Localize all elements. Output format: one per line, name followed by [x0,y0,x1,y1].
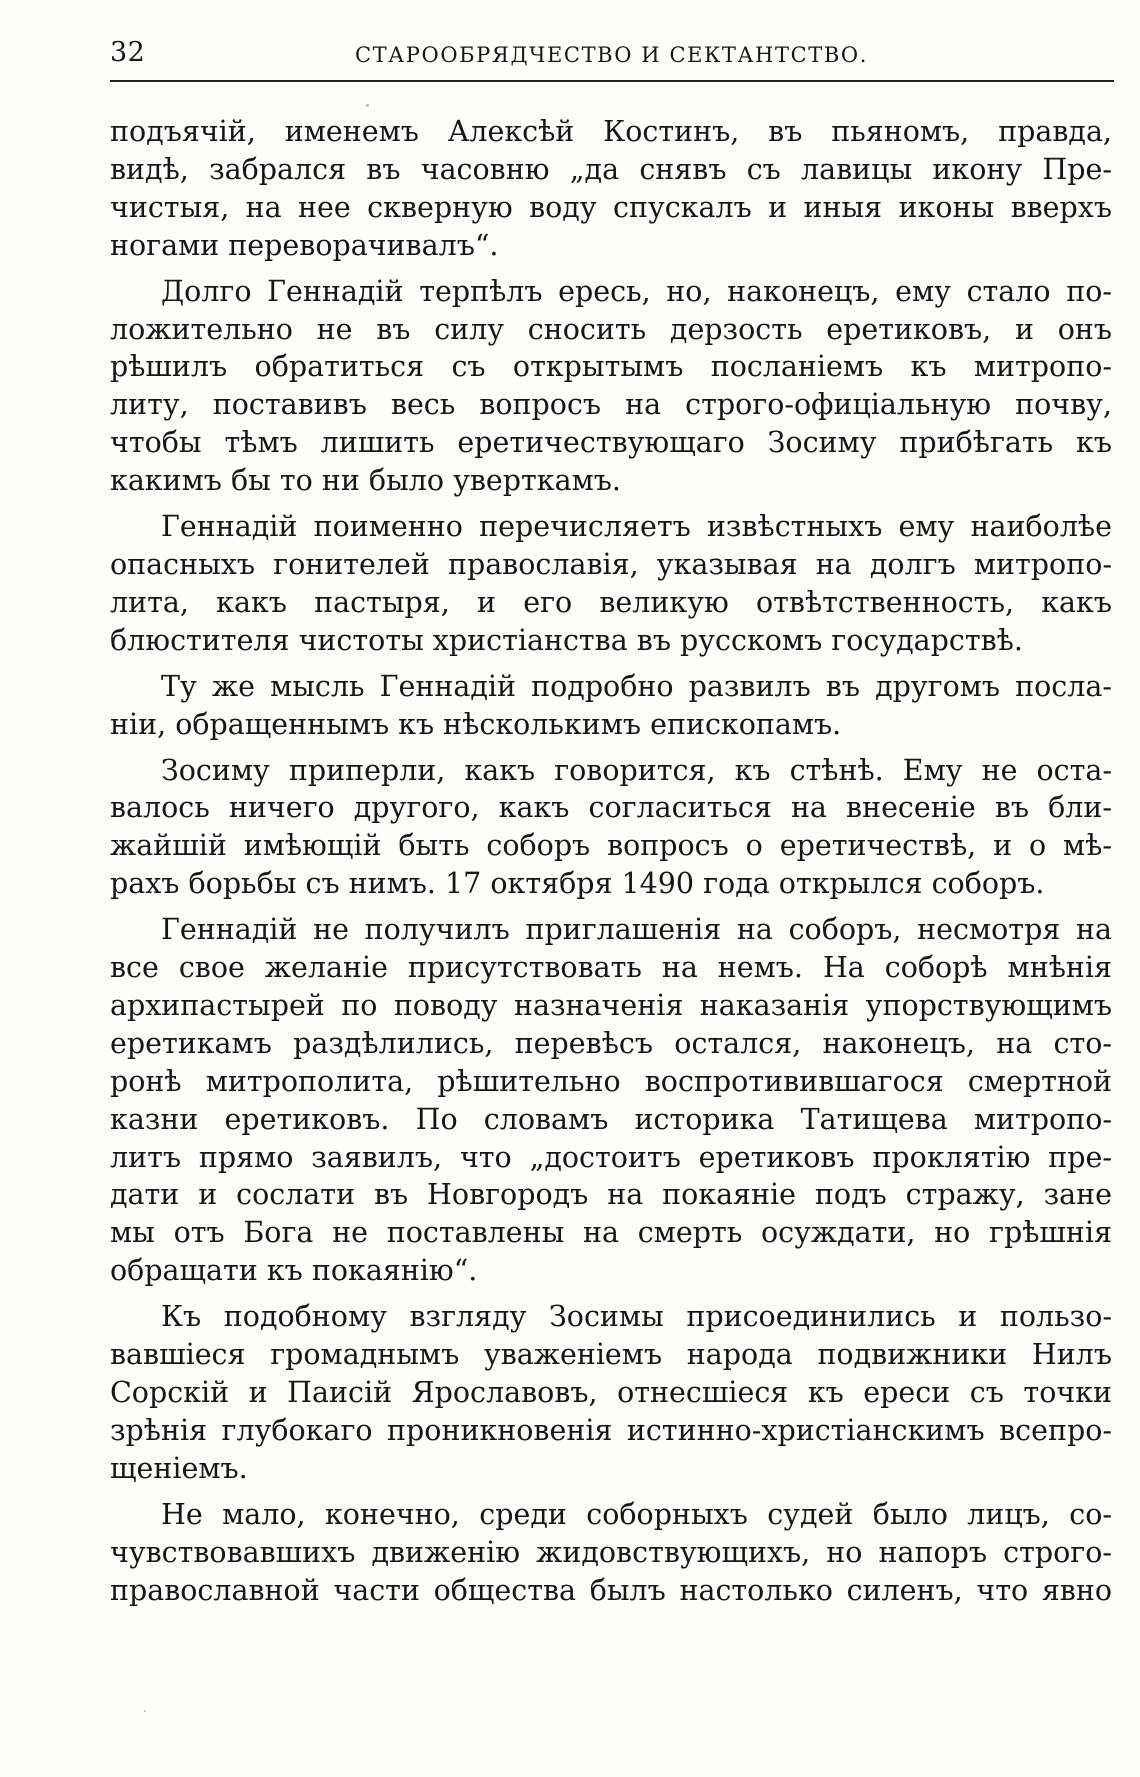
text-line: ложительно не въ силу сносить дерзость еретиковъ, и онъ [110,312,1112,346]
text-line: ніи, обращеннымъ къ нѣсколькимъ епископамъ. [110,707,842,741]
text-line: литъ прямо заявилъ, что „достоитъ еретиковъ проклятію пре- [110,1140,1112,1174]
print-speck [366,104,369,107]
text-line: чувствовавшихъ движенію жидовствующихъ, но напоръ строго- [110,1535,1112,1569]
text-line: литу, поставивъ весь вопросъ на строго-офиціальную почву, [110,388,1112,422]
page-number: 32 [110,37,146,68]
text-line: православной части общества былъ настолько силенъ, что явно [110,1573,1112,1607]
text-line: все свое желаніе присутствовать на немъ. На соборѣ мнѣнія [110,951,1112,985]
text-line: чтобы тѣмъ лишить еретичествующаго Зосиму прибѣгать къ [110,426,1112,460]
text-line: зрѣнія глубокаго проникновенія истинно-христіанскимъ всепро- [110,1413,1112,1447]
text-line: казни еретиковъ. По словамъ историка Татищева митропо- [110,1102,1112,1136]
paragraph [110,668,1112,744]
text-line: Долго Геннадій терпѣлъ ересь, но, наконецъ, ему стало по- [161,274,1112,308]
text-line: Ту же мысль Геннадій подробно развилъ въ другомъ посла- [161,669,1112,703]
text-line: Къ подобному взгляду Зосимы присоединились и пользо- [161,1300,1112,1334]
text-line: еретикамъ раздѣлились, перевѣсъ остался, наконецъ, на сто- [110,1026,1112,1060]
text-line: чистыя, на нее скверную воду спускалъ и иныя иконы вверхъ [110,190,1112,224]
text-line: мы отъ Бога не поставлены на смерть осуждати, но грѣшнія [110,1216,1112,1250]
text-line: рахъ борьбы съ нимъ. 17 октября 1490 года открылся соборъ. [110,867,1045,901]
text-line: Сорскій и Паисій Ярославовъ, отнесшіеся къ ереси съ точки [110,1376,1112,1409]
paragraph [110,508,1112,660]
text-line: валось ничего другого, какъ согласиться на внесеніе въ бли- [110,791,1112,825]
text-line: какимъ бы то ни было уверткамъ. [110,464,621,498]
paragraph [110,113,1112,265]
text-line: Геннадій не получилъ приглашенія на соборъ, несмотря на [161,913,1112,947]
text-line: Зосиму приперли, какъ говорится, къ стѣнѣ. Ему не оста- [161,753,1112,787]
print-speck [144,1710,146,1712]
paragraph [110,752,1112,904]
text-line: вавшіеся громаднымъ уваженіемъ народа подвижники Нилъ [110,1338,1112,1372]
text-line: подъячій, именемъ Алексѣй Костинъ, въ пьяномъ, правда, [110,115,1112,148]
body-text [110,113,1112,1617]
text-line: архипастырей по поводу назначенія наказанія упорствующимъ [110,988,1112,1022]
text-line: блюстителя чистоты христіанства въ русскомъ государствѣ. [110,623,1023,657]
paragraph [110,1298,1112,1488]
running-title: СТАРООБРЯДЧЕСТВО И СЕКТАНТСТВО. [355,43,868,67]
paragraph [110,911,1112,1290]
text-line: ногами переворачивалъ“. [110,228,499,262]
text-line: щеніемъ. [110,1451,248,1485]
paragraph [110,273,1112,500]
text-line: видѣ, забрался въ часовню „да снявъ съ лавицы икону Пре- [110,152,1112,186]
text-line: Геннадій поименно перечисляетъ извѣстныхъ ему наиболѣе [161,510,1112,544]
text-line: рѣшилъ обратиться съ открытымъ посланіемъ къ митропо- [110,350,1112,384]
text-line: дати и сослати въ Новгородъ на покаяніе подъ стражу, зане [110,1178,1112,1212]
running-header [110,34,1114,82]
text-line: опасныхъ гонителей православія, указывая на долгъ митропо- [110,547,1112,581]
text-line: жайшій имѣющій быть соборъ вопросъ о еретичествѣ, и о мѣ- [110,829,1112,863]
text-line: обращати къ покаянію“. [110,1254,478,1288]
text-line: Не мало, конечно, среди соборныхъ судей было лицъ, со- [161,1497,1112,1531]
paragraph [110,1496,1112,1610]
text-line: лита, какъ пастыря, и его великую отвѣтственность, какъ [110,585,1112,619]
text-line: ронѣ митрополита, рѣшительно воспротивившагося смертной [110,1064,1112,1098]
